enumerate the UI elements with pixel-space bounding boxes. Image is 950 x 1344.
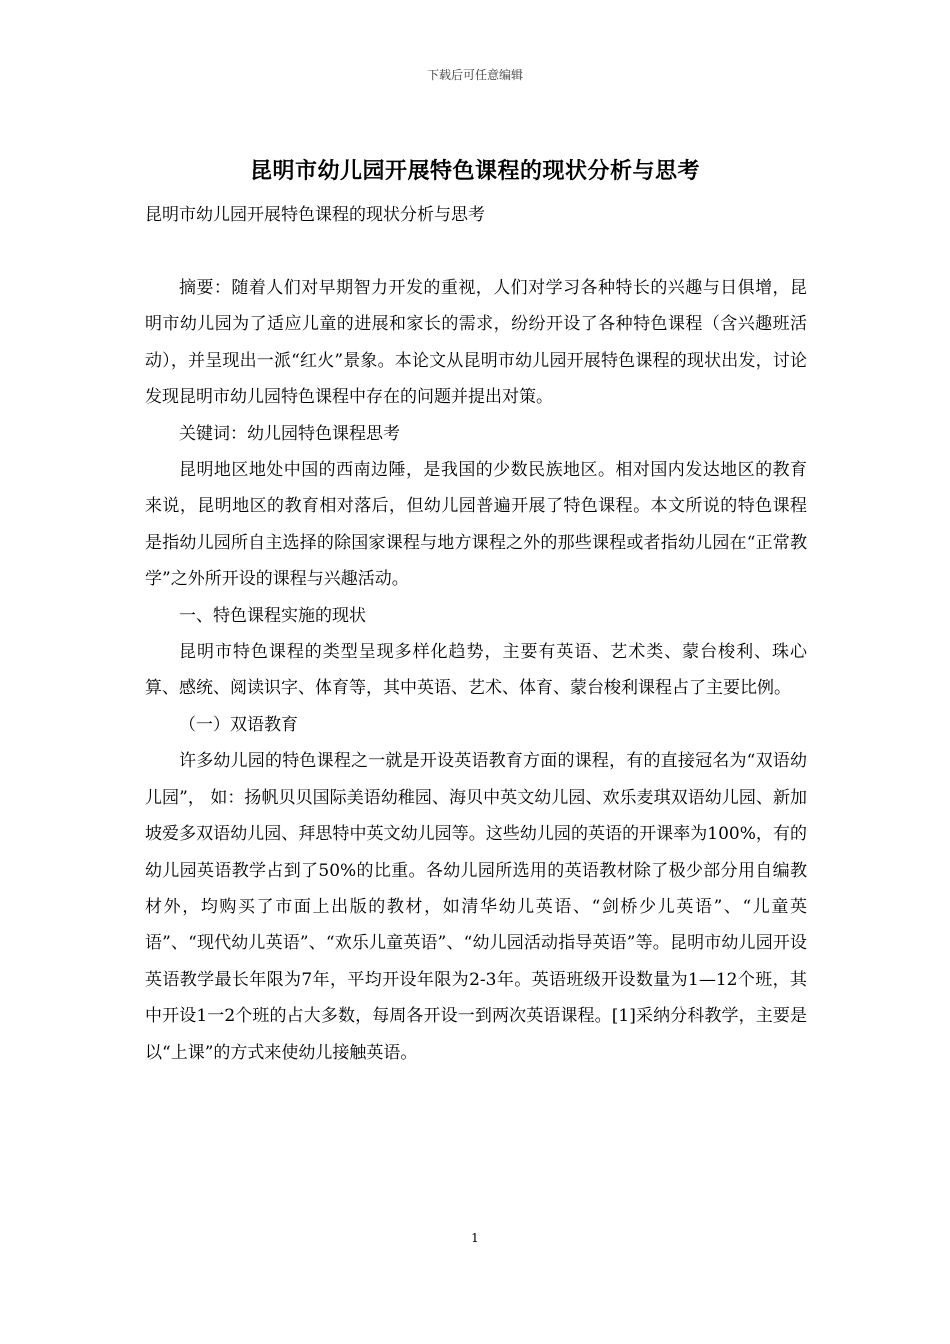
section-heading: 一、特色课程实施的现状 [179, 605, 366, 626]
document-title: 昆明市幼儿园开展特色课程的现状分析与思考 [249, 159, 700, 184]
body-paragraph: 昆明市特色课程的类型呈现多样化趋势，主要有英语、艺术类、蒙台梭利、珠心算、感统、阅读识字、体育等，其中英语、艺术、体育、蒙台梭利课程占了主要比例。 [145, 642, 807, 699]
page-number: 1 [471, 1231, 479, 1245]
subsection-heading: （一）双语教育 [179, 714, 298, 735]
document-body [145, 270, 807, 1071]
body-paragraph: 许多幼儿园的特色课程之一就是开设英语教育方面的课程，有的直接冠名为“双语幼儿园”， 如：扬帆贝贝国际美语幼稚园、海贝中英文幼儿园、欢乐麦琪双语幼儿园、新加坡爱多双语幼儿园、拜思特中英文幼儿园等。这些幼儿园的英语的开课率为100%，有的幼儿园英语教学占到了50%的比重。各幼儿园所选用的英语教材除了极少部分用自编教材外，均购买了市面上出版的教材，如清华幼儿英语、“剑桥少儿英语”、“儿童英语”、“现代幼儿英语”、“欢乐儿童英语”、“幼儿园活动指导英语”等。昆明市幼儿园开设英语教学最长年限为7年，平均开设年限为2-3年。英语班级开设数量为1—12个班，其中开设1一2个班的占大多数，每周各开设一到两次英语课程。[1]采纳分科教学，主要是以“上课”的方式来使幼儿接触英语。 [145, 751, 807, 1063]
keywords-paragraph: 关键词：幼儿园特色课程思考 [179, 423, 400, 444]
abstract-paragraph: 摘要：随着人们对早期智力开发的重视，人们对学习各种特长的兴趣与日俱增，昆明市幼儿园为了适应儿童的进展和家长的需求，纷纷开设了各种特色课程（含兴趣班活动），并呈现出一派“红火”景象。本论文从昆明市幼儿园开展特色课程的现状出发，讨论发现昆明市幼儿园特色课程中存在的问题并提出对策。 [145, 278, 807, 408]
intro-paragraph: 昆明地区地处中国的西南边陲，是我国的少数民族地区。相对国内发达地区的教育来说，昆明地区的教育相对落后，但幼儿园普遍开展了特色课程。本文所说的特色课程是指幼儿园所自主选择的除国家课程与地方课程之外的那些课程或者指幼儿园在“正常教学”之外所开设的课程与兴趣活动。 [145, 460, 807, 590]
document-subtitle: 昆明市幼儿园开展特色课程的现状分析与思考 [145, 205, 485, 225]
header-note: 下载后可任意编辑 [426, 68, 523, 82]
